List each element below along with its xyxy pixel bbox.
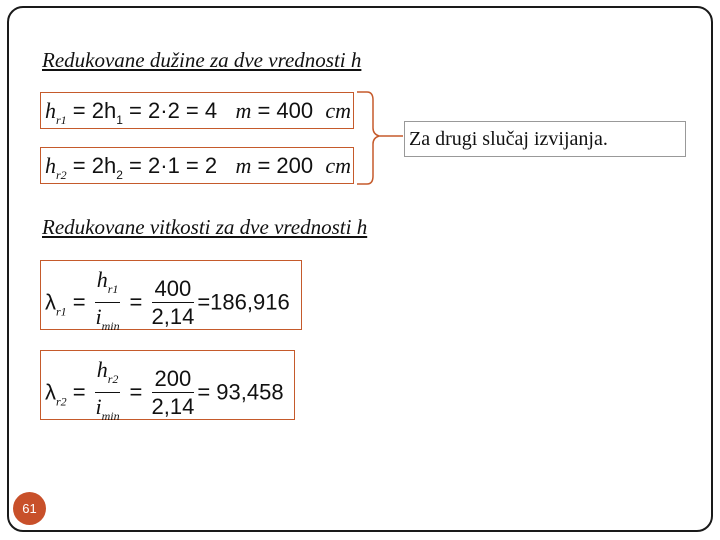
brace-connector xyxy=(355,90,407,188)
page-number-badge: 61 xyxy=(13,492,46,525)
fraction-values xyxy=(152,366,195,421)
var-h: h xyxy=(96,357,108,382)
var-m: m xyxy=(235,98,252,123)
eq-part: = 200 xyxy=(251,153,314,178)
slenderness-box-1 xyxy=(40,260,302,333)
result-value: =186,916 xyxy=(197,289,290,315)
eq-part: = 2·1 = 2 xyxy=(129,153,218,178)
lambda-symbol: λ xyxy=(45,379,56,405)
sub-min: min xyxy=(101,319,120,333)
denominator-value: 2,14 xyxy=(151,304,195,329)
sub-r2: r2 xyxy=(107,372,119,386)
numerator-value: 400 xyxy=(152,276,195,303)
var-h: h xyxy=(45,153,56,178)
formula-lambda-r1: $\lambda_{r1}$ = $\frac{h_{r1}}{i_{min}}$ = $\frac{400}{2,14}$ =186,916 xyxy=(45,267,290,340)
callout-note: Za drugi slučaj izvijanja. xyxy=(404,121,686,157)
sub-r1: r1 xyxy=(56,113,67,127)
equation-box-hr2 xyxy=(40,147,354,184)
sub-2: 2 xyxy=(116,168,123,182)
formula-lambda-r2: $\lambda_{r2}$ = $\frac{h_{r2}}{i_{min}}$ = $\frac{200}{2,14}$ = 93,458 xyxy=(45,357,284,430)
var-h: h xyxy=(45,98,56,123)
sub-r2: r2 xyxy=(56,168,67,182)
equation-box-hr1 xyxy=(40,92,354,129)
slenderness-box-2 xyxy=(40,350,295,423)
eq-part: = 2h xyxy=(72,153,117,178)
heading-reduced-slenderness: Redukovane vitkosti za dve vrednosti h xyxy=(42,215,368,239)
unit-cm: cm xyxy=(325,98,352,123)
sub-1: 1 xyxy=(116,113,123,127)
fraction-h-over-i xyxy=(95,357,121,430)
eq-part: = 400 xyxy=(251,98,314,123)
equation-hr2 xyxy=(45,148,351,193)
fraction-values xyxy=(152,276,195,331)
var-m: m xyxy=(235,153,252,178)
denominator-value: 2,14 xyxy=(151,394,195,419)
unit-cm: cm xyxy=(325,153,352,178)
lambda-symbol: λ xyxy=(45,289,56,315)
sub-min: min xyxy=(101,409,120,423)
equation-hr1 xyxy=(45,93,351,138)
var-i: i xyxy=(95,304,102,329)
eq-part: = 2h xyxy=(72,98,117,123)
heading-reduced-lengths: Redukovane dužine za dve vrednosti h xyxy=(42,48,362,72)
sub-r1: r1 xyxy=(107,282,119,296)
eq-part: = 2·2 = 4 xyxy=(129,98,218,123)
result-value: = 93,458 xyxy=(197,379,284,405)
fraction-h-over-i xyxy=(95,267,121,340)
var-h: h xyxy=(96,267,108,292)
var-i: i xyxy=(95,394,102,419)
numerator-value: 200 xyxy=(152,366,195,393)
sub-r2: r2 xyxy=(56,394,67,409)
sub-r1: r1 xyxy=(56,304,67,319)
